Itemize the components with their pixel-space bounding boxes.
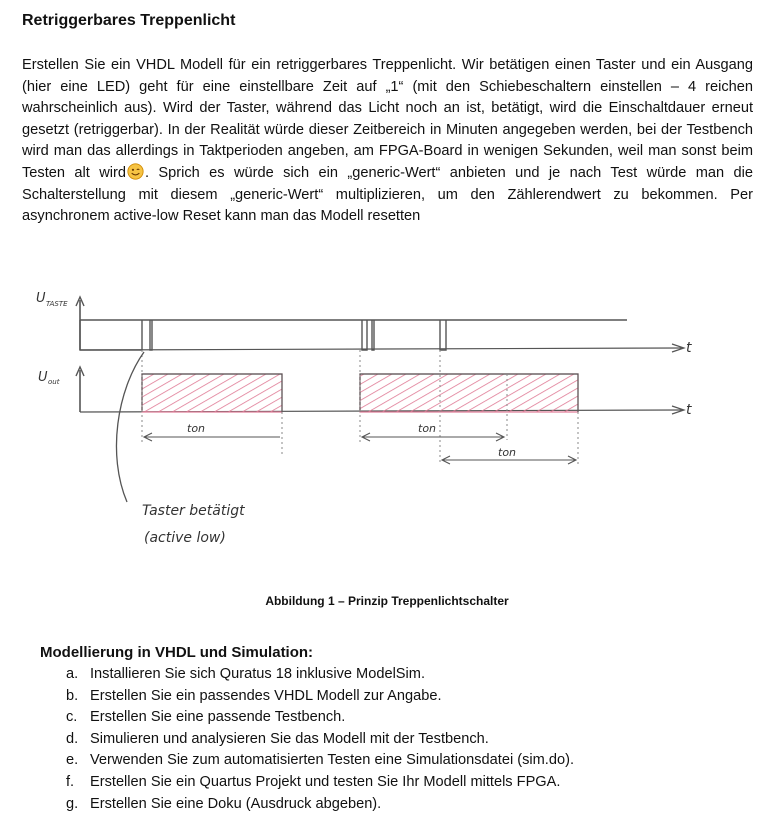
task-text: Installieren Sie sich Quratus 18 inklusive ModelSim. (90, 666, 425, 682)
list-item (66, 729, 574, 751)
task-list (66, 664, 574, 815)
ton-label-1: ton (187, 422, 206, 435)
annotation-line-1: Taster betätigt (142, 503, 245, 519)
task-letter: a. (66, 666, 79, 682)
list-item (66, 707, 574, 729)
timing-diagram-svg (22, 280, 762, 570)
figure-caption: Abbildung 1 – Prinzip Treppenlichtschalter (265, 594, 509, 608)
ton-label-3: ton (498, 446, 517, 459)
list-item (66, 772, 574, 794)
t-label-bottom: t (686, 402, 692, 418)
task-text: Erstellen Sie eine Doku (Ausdruck abgeben). (90, 795, 382, 812)
timing-diagram (22, 280, 762, 570)
task-text: Simulieren und analysieren Sie das Modell mit der Testbench. (90, 730, 489, 747)
intro-text-1: Erstellen Sie ein VHDL Modell für ein retriggerbares Treppenlicht. Wir betätigen einen Taster und ein Ausgang (hier eine LED) geht für eine einstellbare Zeit auf „1“ (mit den Schiebeschaltern einstellen – 4 reichen wahrscheinlich aus). Wird der Taster, während das Licht noch an ist, betätigt, wird die Einschaltdauer erneut gesetzt (retriggerbar). In der Realität würde dieser Zeitbereich in Minuten angegeben werden, bei der Testbench wird man das allerdings in Taktperioden angeben, am FPGA-Board in wenigen Sekunden, weil man sonst beim Testen alt wird (22, 57, 753, 181)
u-taste-sub: TASTE (46, 300, 68, 308)
task-letter: b. (66, 687, 79, 704)
list-item (66, 664, 574, 686)
output-pulse-1 (142, 374, 282, 412)
output-pulse-2 (360, 374, 578, 412)
u-taste-label: U (36, 291, 46, 306)
task-letter: d. (66, 730, 79, 747)
annotation-line-2: (active low) (144, 530, 226, 546)
u-out-label: U (38, 370, 48, 385)
list-item (66, 794, 574, 816)
ton-label-2: ton (418, 422, 437, 435)
task-text: Erstellen Sie ein passendes VHDL Modell zur Angabe. (90, 687, 442, 704)
annotation-curve (116, 352, 144, 502)
task-text: Erstellen Sie ein Quartus Projekt und testen Sie Ihr Modell mittels FPGA. (90, 773, 561, 790)
task-letter: f. (66, 773, 75, 790)
task-text: Verwenden Sie zum automatisierten Testen eine Simulationsdatei (sim.do). (90, 752, 575, 769)
section-title: Modellierung in VHDL und Simulation: (40, 644, 314, 661)
u-taste-axis (36, 291, 692, 356)
smiley-icon (127, 163, 144, 180)
document-title: Retriggerbares Treppenlicht (22, 12, 236, 29)
u-taste-waveform (80, 320, 627, 350)
task-text: Erstellen Sie eine passende Testbench. (90, 709, 346, 726)
intro-paragraph (22, 55, 753, 228)
task-letter: g. (66, 795, 79, 812)
list-item (66, 686, 574, 708)
u-out-sub: out (48, 378, 60, 386)
task-letter: c. (66, 709, 78, 726)
intro-text-2: . Sprich es würde sich ein „generic-Wert“ anbieten und je nach Test würde man die Schalterstellung mit diesem „generic-Wert“ multiplizieren, um den Zählerendwert zu bekommen. Per asynchronem active-low Reset kann man das Modell resetten (22, 164, 753, 225)
list-item (66, 750, 574, 772)
t-label-top: t (686, 340, 692, 356)
task-letter: e. (66, 752, 79, 769)
